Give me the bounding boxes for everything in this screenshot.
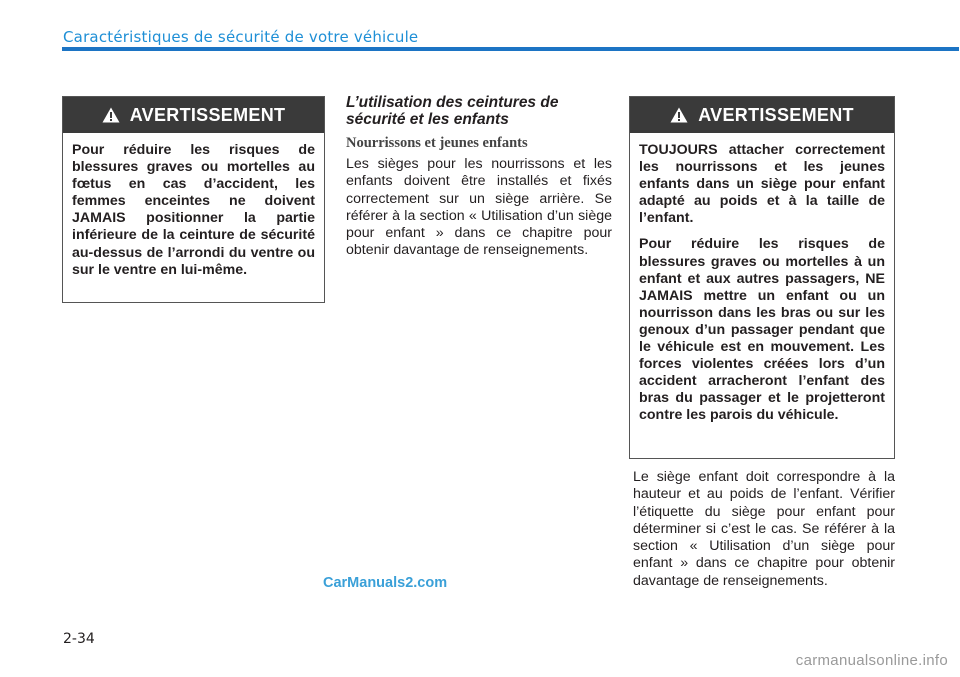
section-subheading: Nourrissons et jeunes enfants [346, 135, 528, 151]
warning-box-pregnancy [62, 96, 325, 303]
body-paragraph: Le siège enfant doit correspondre à la hauteur et au poids de l’enfant. Vérifier l’étiquette du siège pour enfant pour déterminer si c’est le cas. Se référer à la section « Utilisation d’un siège pour enfant » dans ce chapitre pour obtenir davantage de renseignements. [633, 469, 895, 589]
warning-title: AVERTISSEMENT [129, 104, 286, 125]
warning-triangle-icon [670, 107, 688, 123]
warning-paragraph: TOUJOURS attacher correctement les nourrissons et les jeunes enfants dans un siège pour enfant adapté au poids et à la taille de l’enfant. [639, 142, 885, 227]
warning-triangle-icon [102, 107, 120, 123]
warning-body [63, 133, 324, 287]
section-title: Caractéristiques de sécurité de votre véhicule [63, 28, 419, 46]
footer-watermark: carmanualsonline.info [795, 652, 948, 669]
watermark-link[interactable]: CarManuals2.com [323, 575, 448, 591]
warning-paragraph: Pour réduire les risques de blessures graves ou mortelles à un enfant et aux autres passagers, NE JAMAIS mettre un enfant ou un nourrisson dans les bras ou sur les genoux d’un passager pendant que le véhicule est en mouvement. Les forces violentes créées lors d’un accident arracheront l’enfant des bras du passager et le projetteront contre les parois du véhicule. [639, 236, 885, 424]
warning-header [630, 97, 894, 133]
body-paragraph: Les sièges pour les nourrissons et les enfants doivent être installés et fixés correctement sur un siège arrière. Se référer à la section « Utilisation d’un siège pour enfant » dans ce chapitre pour obtenir davantage de renseignements. [346, 156, 612, 259]
warning-box-children [629, 96, 895, 459]
warning-header [63, 97, 324, 133]
warning-body [630, 133, 894, 433]
header-rule [62, 47, 959, 51]
warning-paragraph: Pour réduire les risques de blessures graves ou mortelles au fœtus en cas d’accident, les femmes enceintes ne doivent JAMAIS positionner la partie inférieure de la ceinture de sécurité au-dessus de l’arrondi du ventre ou sur le ventre en lui-même. [72, 142, 315, 278]
page-number: 2-34 [63, 631, 95, 647]
section-heading: L’utilisation des ceintures de sécurité et les enfants [346, 94, 559, 128]
warning-title: AVERTISSEMENT [698, 104, 854, 125]
